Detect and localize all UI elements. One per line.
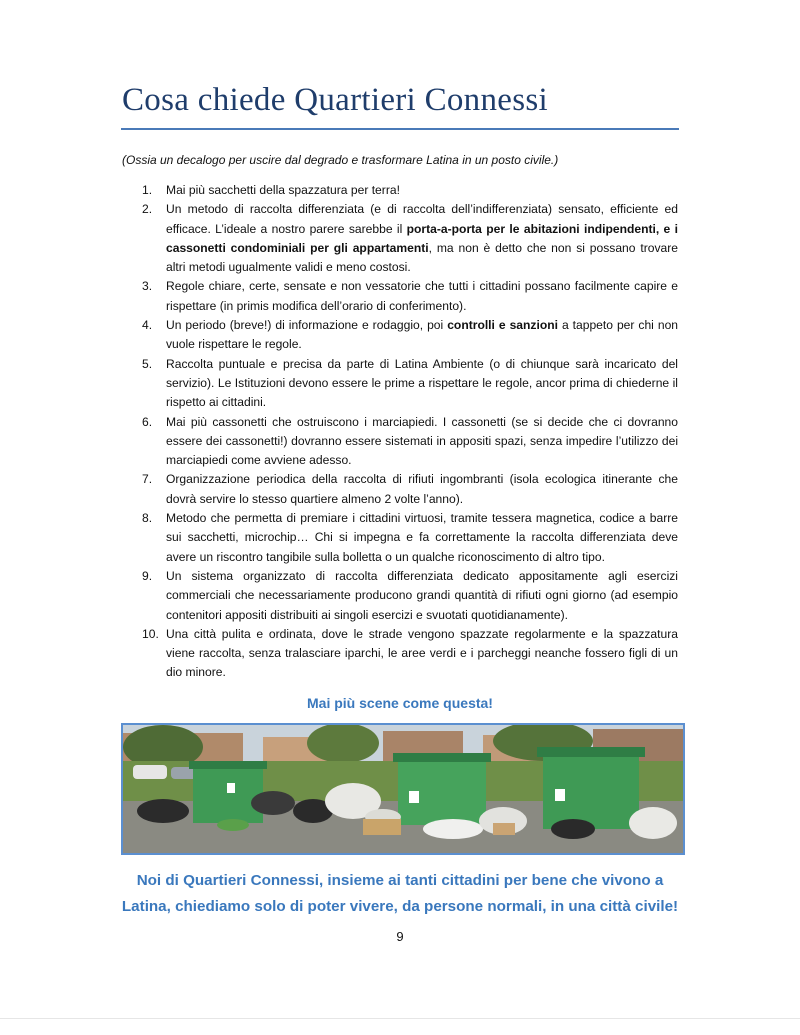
list-item-text: Mai più sacchetti della spazzatura per terra! — [166, 183, 400, 197]
overflowing-waste-bins-photo — [121, 723, 685, 855]
page-subtitle: (Ossia un decalogo per uscire dal degrado e trasformare Latina in un posto civile.) — [122, 153, 559, 167]
list-item-text: Metodo che permetta di premiare i cittadini virtuosi, tramite tessera magnetica, codice a barre sui sacchetti, microchip… Chi si impegna e fa correttamente la raccolta differenziata deve avere un riscontro tangibile sulla bolletta o un qualche riconoscimento di altro tipo. — [166, 511, 678, 564]
list-item-number: 6. — [142, 414, 153, 429]
photo-caption: Mai più scene come questa! — [307, 695, 493, 711]
page-bottom-divider — [0, 1018, 800, 1019]
list-item — [0, 413, 678, 471]
list-item — [0, 470, 678, 509]
title-underline — [121, 128, 679, 130]
list-item — [0, 200, 678, 277]
closing-statement — [0, 868, 800, 920]
list-item-number: 7. — [142, 472, 153, 487]
list-item-number: 10. — [142, 626, 159, 641]
list-item — [0, 355, 678, 413]
list-item-text: Raccolta puntuale e precisa da parte di Latina Ambiente (o di chiunque sarà incaricato del servizio). Le Istituzioni devono essere le prime a rispettare le regole, ancor prima di chiederne il rispetto ai cittadini. — [166, 356, 678, 410]
list-item-text: Organizzazione periodica della raccolta di rifiuti ingombranti (isola ecologica itinerante che dovrà servire lo stesso quartiere almeno 2 volte l’anno). — [166, 472, 678, 506]
closing-line-2: Latina, chiediamo solo di poter vivere, da persone normali, in una città civile! — [121, 898, 679, 915]
page-title: Cosa chiede Quartieri Connessi — [122, 82, 548, 118]
list-item-number: 3. — [142, 279, 153, 294]
closing-line-1: Noi di Quartieri Connessi, insieme ai tanti cittadini per bene che vivono a — [136, 872, 664, 889]
list-item-number: 2. — [142, 202, 153, 217]
list-item-text: Un metodo di raccolta differenziata (e di raccolta dell’indifferenziata) sensato, efficiente ed efficace. L’ideale a nostro parere sarebbe il — [166, 202, 678, 236]
list-item — [0, 567, 678, 625]
list-item-text: Regole chiare, certe, sensate e non vessatorie che tutti i cittadini possano facilmente capire e rispettare (in primis modifica dell’orario di conferimento). — [166, 279, 678, 313]
list-item-number: 4. — [142, 318, 153, 333]
list-item-number: 8. — [142, 511, 153, 526]
list-item-number: 5. — [142, 356, 153, 371]
list-item-text: , ma non è detto che non si possano trovare altri metodi ugualmente validi e meno costosi. — [166, 240, 678, 275]
list-item-text: a tappeto per chi non vuole rispettare le regole. — [166, 318, 679, 352]
list-item-text: Un periodo (breve!) di informazione e rodaggio, poi — [166, 318, 448, 333]
list-item — [0, 509, 678, 567]
list-item — [0, 277, 678, 316]
list-item-text: Mai più cassonetti che ostruiscono i marciapiedi. I cassonetti (se si decide che ci dovranno essere dei cassonetti!) dovranno essere sistemati in appositi spazi, senza impedire l’utilizzo dei marciapiedi come avviene adesso. — [166, 414, 678, 468]
list-item-number: 1. — [142, 183, 153, 197]
list-item-bold-text: porta-a-porta per le abitazioni indipendenti, e i cassonetti condominiali per gli appartamenti — [166, 221, 678, 255]
list-item — [0, 181, 678, 200]
list-item — [0, 316, 678, 355]
page-number: 9 — [396, 929, 404, 944]
list-item-text: Una città pulita e ordinata, dove le strade vengono spazzate regolarmente e la spazzatura viene raccolta, senza tralasciare iparchi, le aree verdi e i parcheggi neanche fossero figli di un dio minore. — [166, 626, 678, 680]
list-item-number: 9. — [142, 568, 153, 583]
list-item-text: Un sistema organizzato di raccolta differenziata dedicato appositamente agli esercizi commerciali che necessariamente producono grandi quantità di rifiuti ogni giorno (ad esempio contenitori appositi distribuiti ai singoli esercizi e svuotati quotidianamente). — [166, 568, 678, 622]
decalogue-list — [0, 181, 800, 683]
list-item-bold-text: controlli e sanzioni — [447, 318, 558, 333]
list-item — [0, 625, 678, 683]
